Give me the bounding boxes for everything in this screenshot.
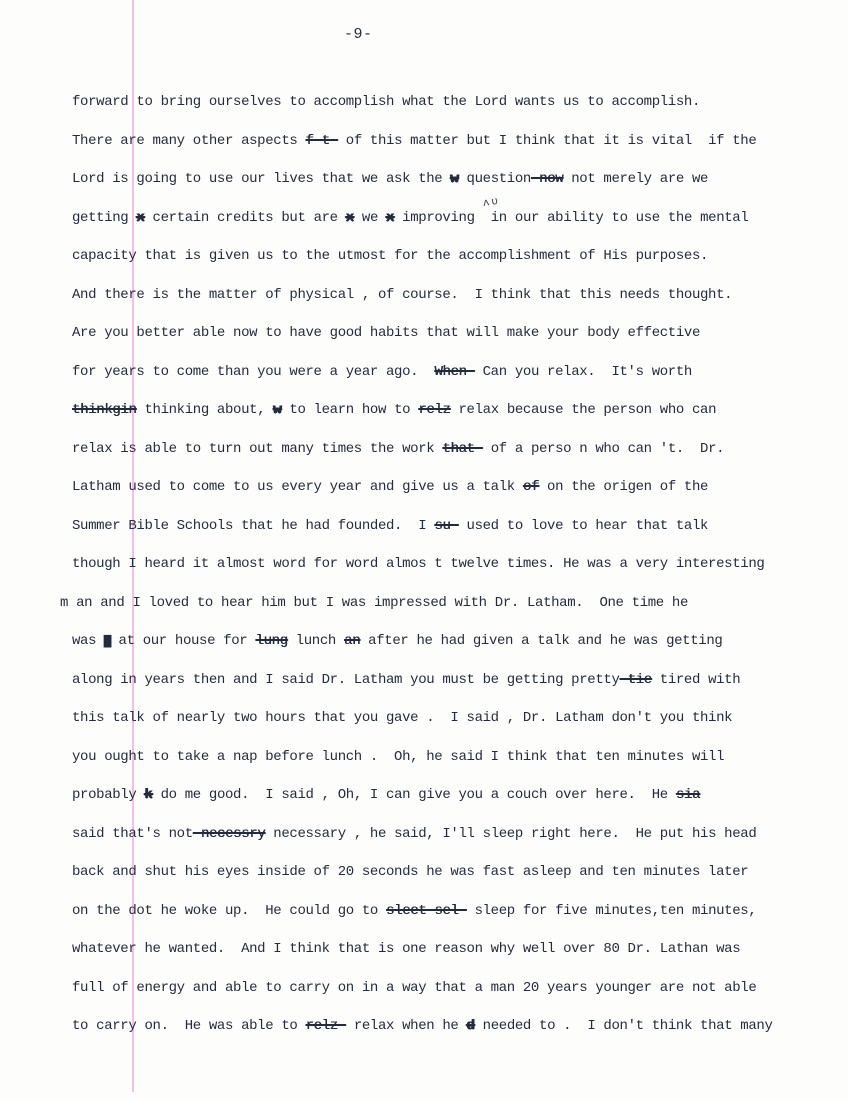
- text-run: on the dot he woke up. He could go to: [72, 902, 387, 919]
- struck-text: sleet sel-: [386, 902, 467, 919]
- text-line: [72, 83, 812, 122]
- text-run: back and shut his eyes inside of 20 seconds he was fast asleep and ten minutes later: [72, 864, 749, 880]
- text-line: [72, 122, 812, 161]
- text-run: necessary , he said, I'll sleep right here. He put his head: [265, 825, 757, 842]
- text-line: [72, 622, 812, 661]
- overstruck-char: d: [466, 1018, 475, 1034]
- struck-text: f t-: [305, 132, 338, 149]
- text-line: [72, 853, 812, 892]
- text-run: said that's not: [72, 825, 193, 842]
- text-run: this talk of nearly two hours that you gave . I said , Dr. Latham don't you think: [72, 710, 733, 726]
- text-run: along in years then and I said Dr. Latham you must be getting pretty: [72, 671, 620, 688]
- text-run: used to love to hear that talk: [458, 517, 709, 534]
- struck-text: -tie: [619, 671, 652, 688]
- text-run: at our house for: [110, 633, 256, 649]
- text-line: [72, 776, 812, 815]
- ink-blot: █: [104, 636, 111, 648]
- text-line: [72, 892, 812, 931]
- text-line: [72, 661, 812, 700]
- text-run: needed to . I don't think that many: [474, 1018, 773, 1034]
- struck-text: of: [522, 479, 539, 495]
- handwritten-mark: ʌʋ: [481, 195, 501, 210]
- text-run: we: [353, 209, 387, 226]
- struck-text: relz: [418, 402, 451, 418]
- text-run: There are many other aspects: [72, 132, 306, 149]
- struck-text: -necessry: [192, 825, 266, 842]
- document-lines: [60, 83, 812, 1046]
- text-run: forward to bring ourselves to accomplish what the Lord wants us to accomplish.: [72, 94, 701, 110]
- text-run: relax when he: [345, 1018, 467, 1034]
- text-line: [72, 391, 812, 430]
- text-line: [72, 815, 812, 854]
- struck-text: relz-: [305, 1018, 346, 1034]
- text-run: thinking about,: [136, 402, 274, 418]
- text-run: you ought to take a nap before lunch . Oh, he said I think that ten minutes will: [72, 748, 725, 765]
- page-number: -9-: [344, 26, 373, 43]
- text-run: probably: [72, 787, 145, 803]
- text-run: to carry on. He was able to: [72, 1018, 306, 1034]
- struck-text: su-: [434, 517, 459, 534]
- struck-text: that-: [442, 440, 483, 457]
- text-line: [72, 930, 812, 969]
- text-run: question: [458, 171, 531, 187]
- text-line: [72, 160, 812, 199]
- struck-text: thinkgin: [72, 402, 137, 418]
- text-run: whatever he wanted. And I think that is one reason why well over 80 Dr. Lathan was: [72, 941, 741, 957]
- text-line: [72, 738, 812, 777]
- overstruck-char: w: [273, 402, 282, 418]
- text-line: [72, 1007, 812, 1046]
- struck-text: When-: [434, 363, 475, 380]
- text-line: [72, 353, 812, 392]
- text-run: was: [72, 633, 105, 649]
- text-line: [60, 584, 812, 623]
- text-line: [72, 314, 812, 353]
- text-run: m an and I loved to hear him but I was impressed with Dr. Latham. One time he: [60, 594, 689, 611]
- struck-text: lung: [255, 633, 288, 649]
- overstruck-char: x: [386, 209, 395, 226]
- text-line: [72, 545, 812, 584]
- struck-text: an: [344, 633, 361, 649]
- struck-text: sia: [675, 787, 701, 803]
- text-run: relax is able to turn out many times the work: [72, 440, 443, 457]
- text-run: capacity that is given us to the utmost for the accomplishment of His purposes.: [72, 248, 709, 264]
- text-run: do me good. I said , Oh, I can give you a couch over here. He: [152, 787, 676, 803]
- text-run: to learn how to: [281, 402, 419, 418]
- text-line: [72, 430, 812, 469]
- text-run: Can you relax. It's worth: [474, 363, 692, 380]
- text-run: And there is the matter of physical , of course. I think that this needs thought.: [72, 286, 733, 303]
- text-run: on the origen of the: [539, 479, 709, 495]
- text-line: [72, 699, 812, 738]
- overstruck-char: x: [136, 209, 145, 226]
- text-line: [72, 276, 812, 315]
- text-run: of this matter but I think that it is vital if the: [337, 132, 757, 149]
- text-run: after he had given a talk and he was getting: [360, 633, 723, 649]
- overstruck-char: k: [144, 787, 153, 803]
- text-run: tired with: [651, 671, 741, 688]
- text-run: though I heard it almost word for word almos t twelve times. He was a very interesting: [72, 556, 765, 572]
- text-run: Lord is going to use our lives that we ask the: [72, 171, 451, 187]
- overstruck-char: w: [450, 171, 459, 187]
- text-run: certain credits but are: [144, 209, 346, 226]
- text-run: not merely are we: [563, 171, 709, 187]
- text-run: Latham used to come to us every year and give us a talk: [72, 479, 523, 495]
- text-line: [72, 969, 812, 1008]
- text-run: in our ability to use the mental: [482, 209, 749, 226]
- text-line: [72, 237, 812, 276]
- text-run: relax because the person who can: [450, 402, 717, 418]
- text-run: Summer Bible Schools that he had founded. I: [72, 517, 435, 534]
- text-line: [72, 195, 812, 238]
- text-run: lunch: [287, 633, 345, 649]
- struck-text: -now: [530, 171, 564, 187]
- text-run: for years to come than you were a year ago.: [72, 363, 435, 380]
- overstruck-char: x: [345, 209, 354, 226]
- text-line: [72, 468, 812, 507]
- text-run: improving: [394, 209, 483, 226]
- text-run: Are you better able now to have good habits that will make your body effective: [72, 325, 701, 341]
- text-line: [72, 507, 812, 546]
- text-run: getting: [72, 209, 137, 226]
- text-run: full of energy and able to carry on in a way that a man 20 years younger are not able: [72, 979, 757, 996]
- text-run: sleep for five minutes,ten minutes,: [466, 902, 757, 919]
- text-run: of a perso n who can 't. Dr.: [482, 440, 725, 457]
